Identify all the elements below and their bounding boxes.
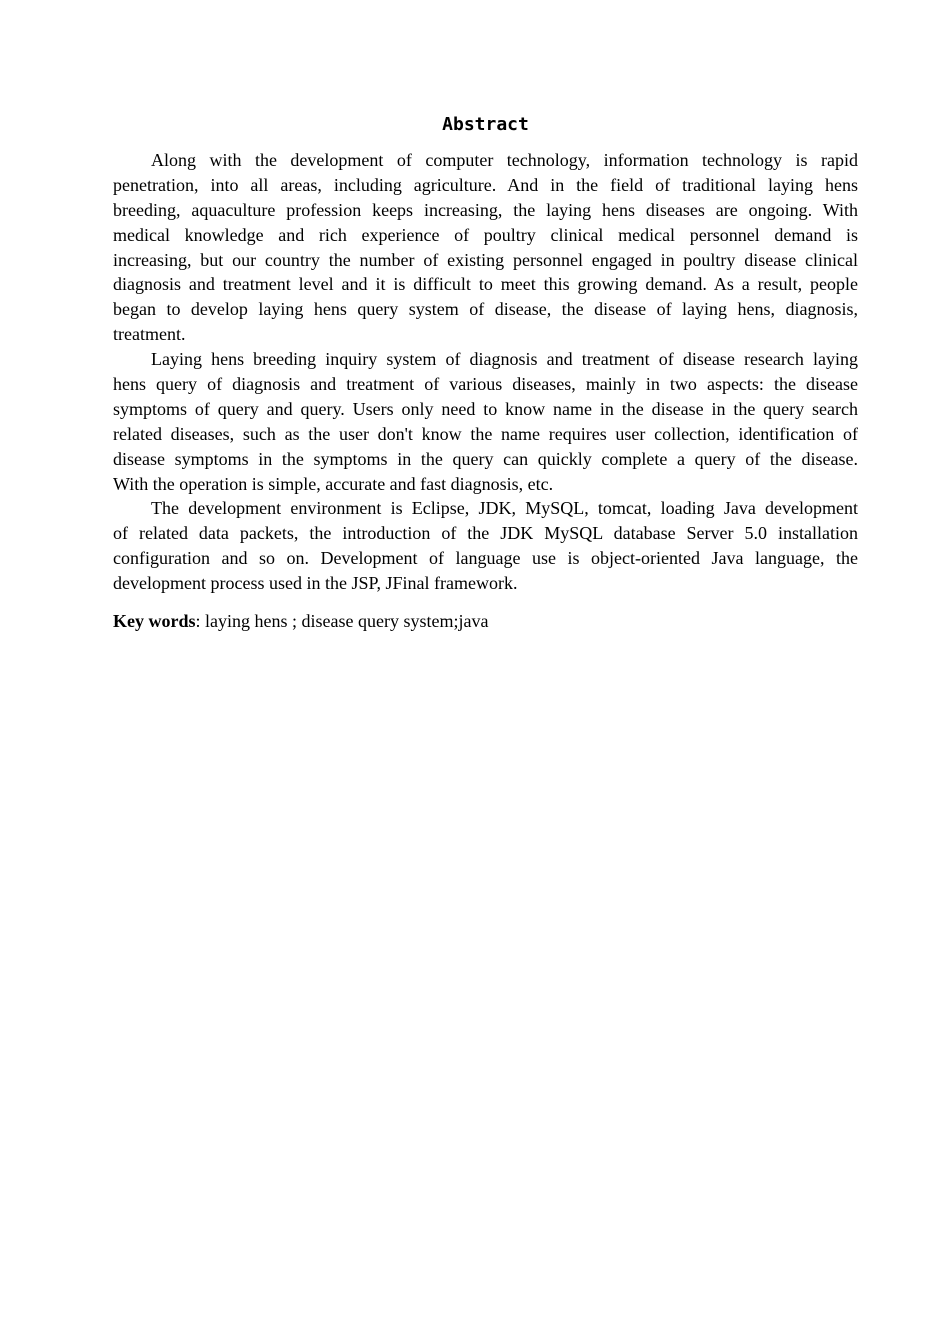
paragraph-line: Along with the development of computer technology, information technology is rapid xyxy=(151,150,858,170)
paragraph-line: disease symptoms in the symptoms in the query can quickly complete a query of the disease. xyxy=(113,448,858,469)
paragraph xyxy=(113,496,858,596)
paragraph-line: related diseases, such as the user don't know the name requires user collection, identification of xyxy=(113,423,858,444)
abstract-body xyxy=(113,148,858,596)
paragraph-line: configuration and so on. Development of language use is object-oriented Java language, the xyxy=(113,548,858,569)
paragraph-line: breeding, aquaculture profession keeps increasing, the laying hens diseases are ongoing. With xyxy=(113,199,858,220)
paragraph-line: began to develop laying hens query system of disease, the disease of laying hens, diagnosis, xyxy=(113,299,858,320)
paragraph xyxy=(113,347,858,496)
paragraph-line: Laying hens breeding inquiry system of diagnosis and treatment of disease research laying xyxy=(151,349,858,370)
paragraph-line: diagnosis and treatment level and it is difficult to meet this growing demand. As a result, people xyxy=(113,274,858,295)
paragraph-line: medical knowledge and rich experience of poultry clinical medical personnel demand is xyxy=(113,224,858,245)
abstract-title: Abstract xyxy=(442,114,529,135)
paragraph-line: development process used in the JSP, JFinal framework. xyxy=(113,573,518,594)
abstract-page xyxy=(113,112,858,634)
paragraph-line: penetration, into all areas, including agriculture. And in the field of traditional laying hens xyxy=(113,174,858,195)
keywords-text: : laying hens ; disease query system;java xyxy=(195,611,489,632)
keywords-label: Key words xyxy=(113,611,196,632)
paragraph-line: of related data packets, the introduction of the JDK MySQL database Server 5.0 installation xyxy=(113,523,858,544)
paragraph-line: increasing, but our country the number of existing personnel engaged in poultry disease clinical xyxy=(113,249,858,270)
paragraph-line: hens query of diagnosis and treatment of various diseases, mainly in two aspects: the disease xyxy=(113,374,858,395)
paragraph-line: With the operation is simple, accurate and fast diagnosis, etc. xyxy=(113,473,554,494)
paragraph-line: treatment. xyxy=(113,324,186,345)
paragraph-line: The development environment is Eclipse, JDK, MySQL, tomcat, loading Java development xyxy=(151,498,858,519)
paragraph xyxy=(113,148,858,347)
paragraph-line: symptoms of query and query. Users only need to know name in the disease in the query search xyxy=(113,398,858,419)
keywords xyxy=(113,609,858,634)
